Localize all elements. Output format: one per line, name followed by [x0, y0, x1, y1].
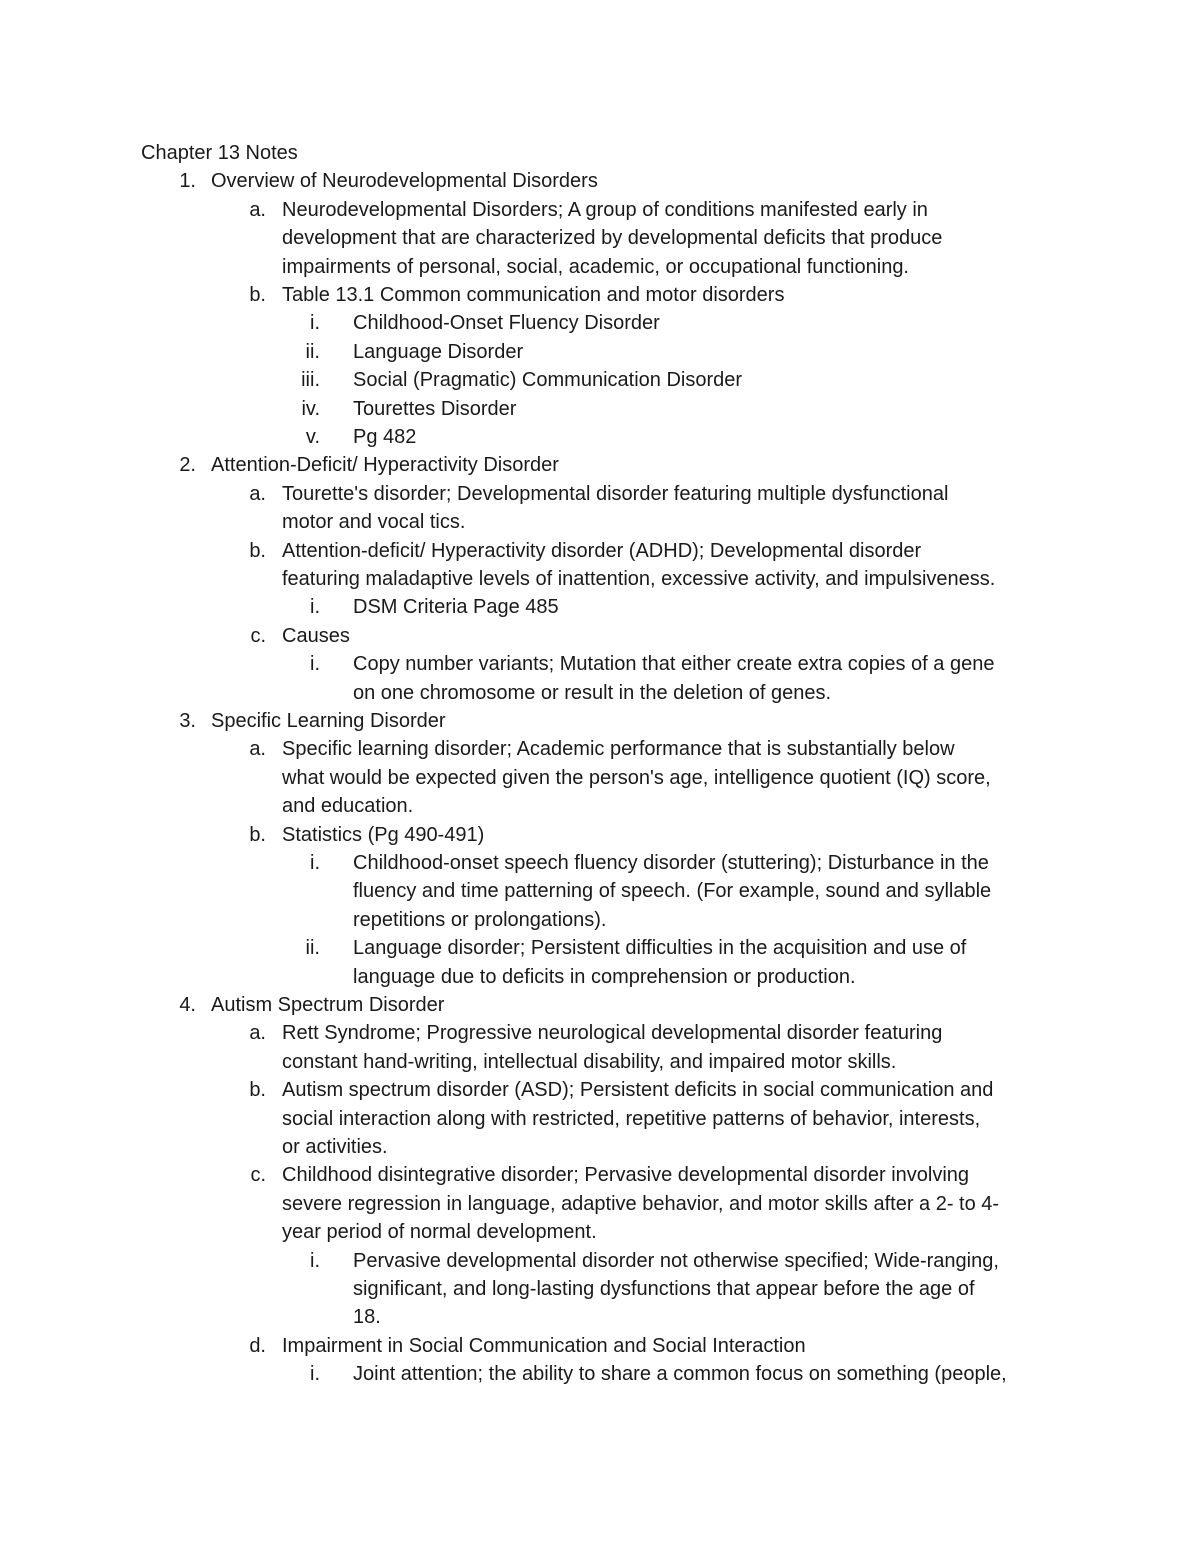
list-item-marker: b. — [249, 1079, 266, 1102]
list-item-marker: a. — [249, 738, 266, 761]
section-heading-marker: 4. — [179, 994, 196, 1016]
sub-list-item-marker: iv. — [301, 397, 320, 420]
list-item-text: social interaction along with restricted, repetitive patterns of behavior, interests, — [282, 1107, 981, 1130]
section-heading-text: Autism Spectrum Disorder — [211, 994, 445, 1016]
list-item-text: Childhood disintegrative disorder; Pervasive developmental disorder involving — [282, 1164, 970, 1187]
sub-list-item-marker: v. — [305, 426, 320, 448]
list-item-text: impairments of personal, social, academic, or occupational functioning. — [282, 255, 909, 278]
list-item-text: and education. — [282, 795, 414, 818]
list-item-text: motor and vocal tics. — [282, 511, 466, 534]
list-item-marker: a. — [249, 1022, 266, 1045]
list-item-text: Causes — [282, 624, 350, 647]
list-item-text: constant hand-writing, intellectual disability, and impaired motor skills. — [282, 1050, 897, 1073]
sub-list-item-marker: ii. — [305, 937, 320, 960]
list-item-marker: b. — [249, 284, 266, 306]
list-item-marker: c. — [250, 624, 266, 647]
sub-list-item-text: Pervasive developmental disorder not otherwise specified; Wide-ranging, — [353, 1249, 999, 1272]
sub-list-item-marker: i. — [310, 1249, 320, 1272]
list-item-marker: b. — [249, 823, 266, 846]
sub-list-item-marker: i. — [310, 852, 320, 874]
list-item-marker: a. — [249, 482, 266, 505]
sub-list-item-marker: iii. — [301, 369, 320, 392]
sub-list-item-marker: ii. — [305, 340, 320, 363]
list-item-text: or activities. — [282, 1136, 388, 1158]
list-item-text: Neurodevelopmental Disorders; A group of conditions manifested early in — [282, 198, 928, 221]
list-item-text: featuring maladaptive levels of inattention, excessive activity, and impulsiveness. — [282, 568, 996, 590]
list-item-text: Table 13.1 Common communication and motor disorders — [282, 284, 785, 306]
section-heading-text: Overview of Neurodevelopmental Disorders — [211, 170, 598, 193]
section-heading-marker: 1. — [179, 170, 196, 193]
list-item-text: Tourette's disorder; Developmental disorder featuring multiple dysfunctional — [282, 482, 949, 505]
list-item-marker: a. — [249, 198, 266, 221]
document-title: Chapter 13 Notes — [141, 142, 298, 164]
section-heading-marker: 3. — [179, 710, 196, 732]
list-item-text: development that are characterized by developmental deficits that produce — [282, 227, 943, 250]
sub-list-item-text: Pg 482 — [353, 426, 417, 448]
list-item-text: Rett Syndrome; Progressive neurological developmental disorder featuring — [282, 1022, 943, 1045]
sub-list-item-marker: i. — [310, 653, 320, 676]
sub-list-item-text: Childhood-onset speech fluency disorder (stuttering); Disturbance in the — [353, 852, 989, 874]
list-item-marker: d. — [249, 1334, 266, 1357]
sub-list-item-text: 18. — [353, 1306, 381, 1329]
list-item-text: Impairment in Social Communication and Social Interaction — [282, 1334, 806, 1357]
list-item-text: what would be expected given the person's age, intelligence quotient (IQ) score, — [282, 766, 991, 789]
sub-list-item-text: Joint attention; the ability to share a common focus on something (people, — [353, 1363, 1007, 1386]
sub-list-item-text: language due to deficits in comprehension or production. — [353, 965, 856, 988]
sub-list-item-text: Language disorder; Persistent difficulties in the acquisition and use of — [353, 937, 967, 960]
sub-list-item-text: repetitions or prolongations). — [353, 908, 607, 931]
list-item-marker: b. — [249, 539, 266, 562]
sub-list-item-text: fluency and time patterning of speech. (For example, sound and syllable — [353, 880, 992, 903]
section-heading-marker: 2. — [179, 454, 196, 477]
sub-list-item-text: significant, and long-lasting dysfunctions that appear before the age of — [353, 1278, 975, 1300]
list-item-text: Statistics (Pg 490-491) — [282, 823, 485, 846]
list-item-text: severe regression in language, adaptive behavior, and motor skills after a 2- to 4- — [282, 1192, 1000, 1215]
section-heading-text: Specific Learning Disorder — [211, 710, 446, 732]
sub-list-item-text: Childhood-Onset Fluency Disorder — [353, 312, 660, 335]
list-item-text: year period of normal development. — [282, 1221, 597, 1244]
sub-list-item-text: Language Disorder — [353, 340, 524, 363]
list-item-marker: c. — [250, 1164, 266, 1187]
sub-list-item-text: Tourettes Disorder — [353, 397, 517, 420]
sub-list-item-marker: i. — [310, 1363, 320, 1386]
sub-list-item-marker: i. — [310, 312, 320, 335]
sub-list-item-text: on one chromosome or result in the deletion of genes. — [353, 681, 832, 704]
sub-list-item-text: DSM Criteria Page 485 — [353, 596, 559, 619]
list-item-text: Autism spectrum disorder (ASD); Persistent deficits in social communication and — [282, 1079, 994, 1102]
sub-list-item-text: Copy number variants; Mutation that either create extra copies of a gene — [353, 653, 995, 676]
list-item-text: Attention-deficit/ Hyperactivity disorder (ADHD); Developmental disorder — [282, 539, 922, 562]
list-item-text: Specific learning disorder; Academic performance that is substantially below — [282, 738, 955, 761]
sub-list-item-text: Social (Pragmatic) Communication Disorder — [353, 369, 743, 392]
section-heading-text: Attention-Deficit/ Hyperactivity Disorder — [211, 454, 559, 477]
sub-list-item-marker: i. — [310, 596, 320, 619]
